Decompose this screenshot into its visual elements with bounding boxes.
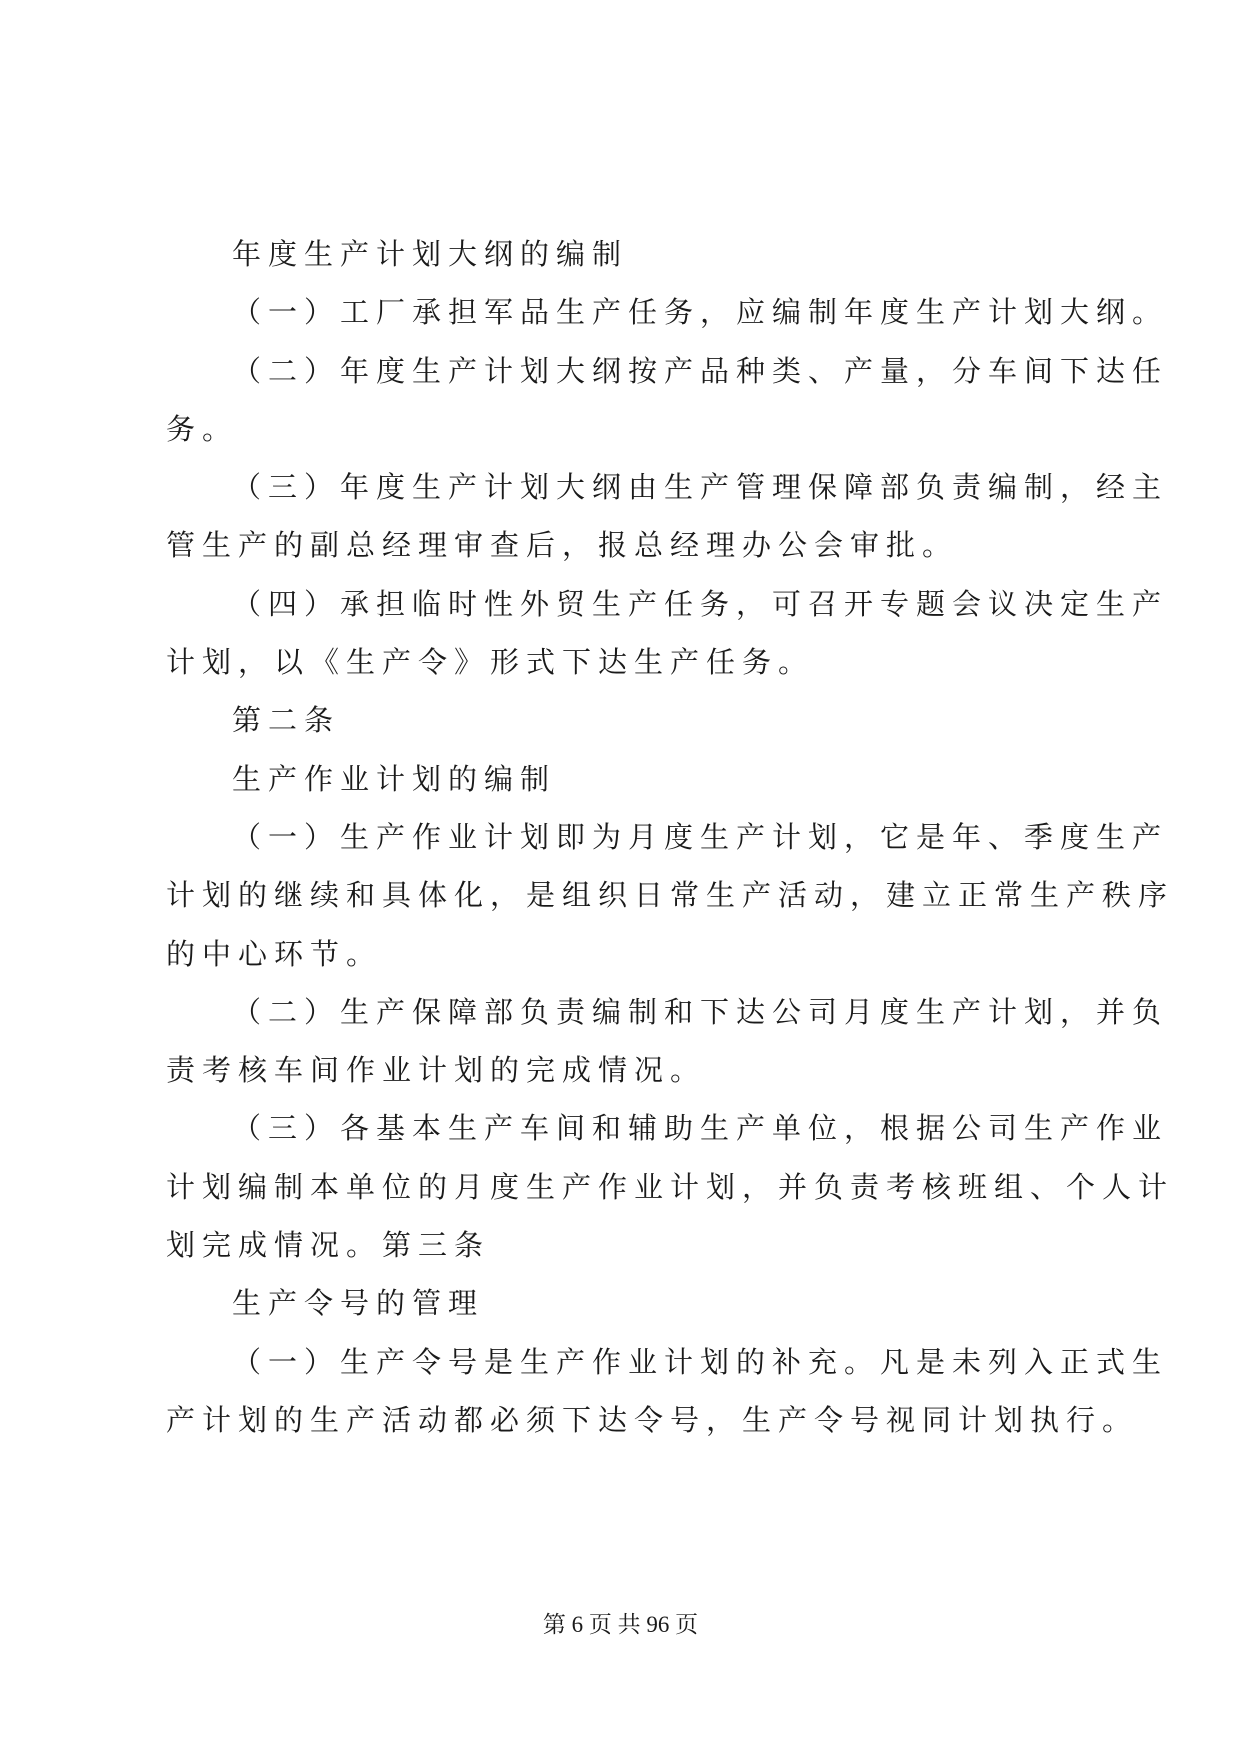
- paragraph-line: 计划，以《生产令》形式下达生产任务。: [166, 645, 815, 680]
- section-heading: 生产令号的管理: [232, 1286, 485, 1321]
- section-heading: 生产作业计划的编制: [232, 761, 557, 796]
- paragraph-line: 划完成情况。第三条: [166, 1228, 491, 1263]
- paragraph-line: 的中心环节。: [166, 936, 383, 971]
- paragraph-line: 责考核车间作业计划的完成情况。: [166, 1053, 707, 1088]
- paragraph-line: 管生产的副总经理审查后，报总经理办公会审批。: [166, 528, 959, 563]
- paragraph-line: （三）年度生产计划大纲由生产管理保障部负责编制，经主: [232, 470, 1169, 505]
- paragraph-line: 产计划的生产活动都必须下达令号，生产令号视同计划执行。: [166, 1402, 1139, 1437]
- paragraph-line: （一）生产令号是生产作业计划的补充。凡是未列入正式生: [232, 1344, 1169, 1379]
- paragraph-line: （二）生产保障部负责编制和下达公司月度生产计划，并负: [232, 994, 1169, 1029]
- paragraph-line: 计划编制本单位的月度生产作业计划，并负责考核班组、个人计: [166, 1169, 1175, 1204]
- document-body: [166, 225, 1175, 1449]
- paragraph-line: （一）生产作业计划即为月度生产计划，它是年、季度生产: [232, 819, 1169, 854]
- paragraph-line: 计划的继续和具体化，是组织日常生产活动，建立正常生产秩序: [166, 878, 1175, 913]
- paragraph-line: （一）工厂承担军品生产任务，应编制年度生产计划大纲。: [232, 295, 1169, 330]
- section-heading: 年度生产计划大纲的编制: [232, 237, 629, 271]
- article-heading: 第二条: [232, 703, 341, 738]
- paragraph-line: （二）年度生产计划大纲按产品种类、产量，分车间下达任: [232, 353, 1169, 388]
- paragraph-line: （三）各基本生产车间和辅助生产单位，根据公司生产作业: [232, 1111, 1169, 1146]
- page-number-footer: 第 6 页 共 96 页: [542, 1612, 699, 1637]
- paragraph-line: 务。: [166, 411, 239, 446]
- paragraph-line: （四）承担临时性外贸生产任务，可召开专题会议决定生产: [232, 586, 1169, 621]
